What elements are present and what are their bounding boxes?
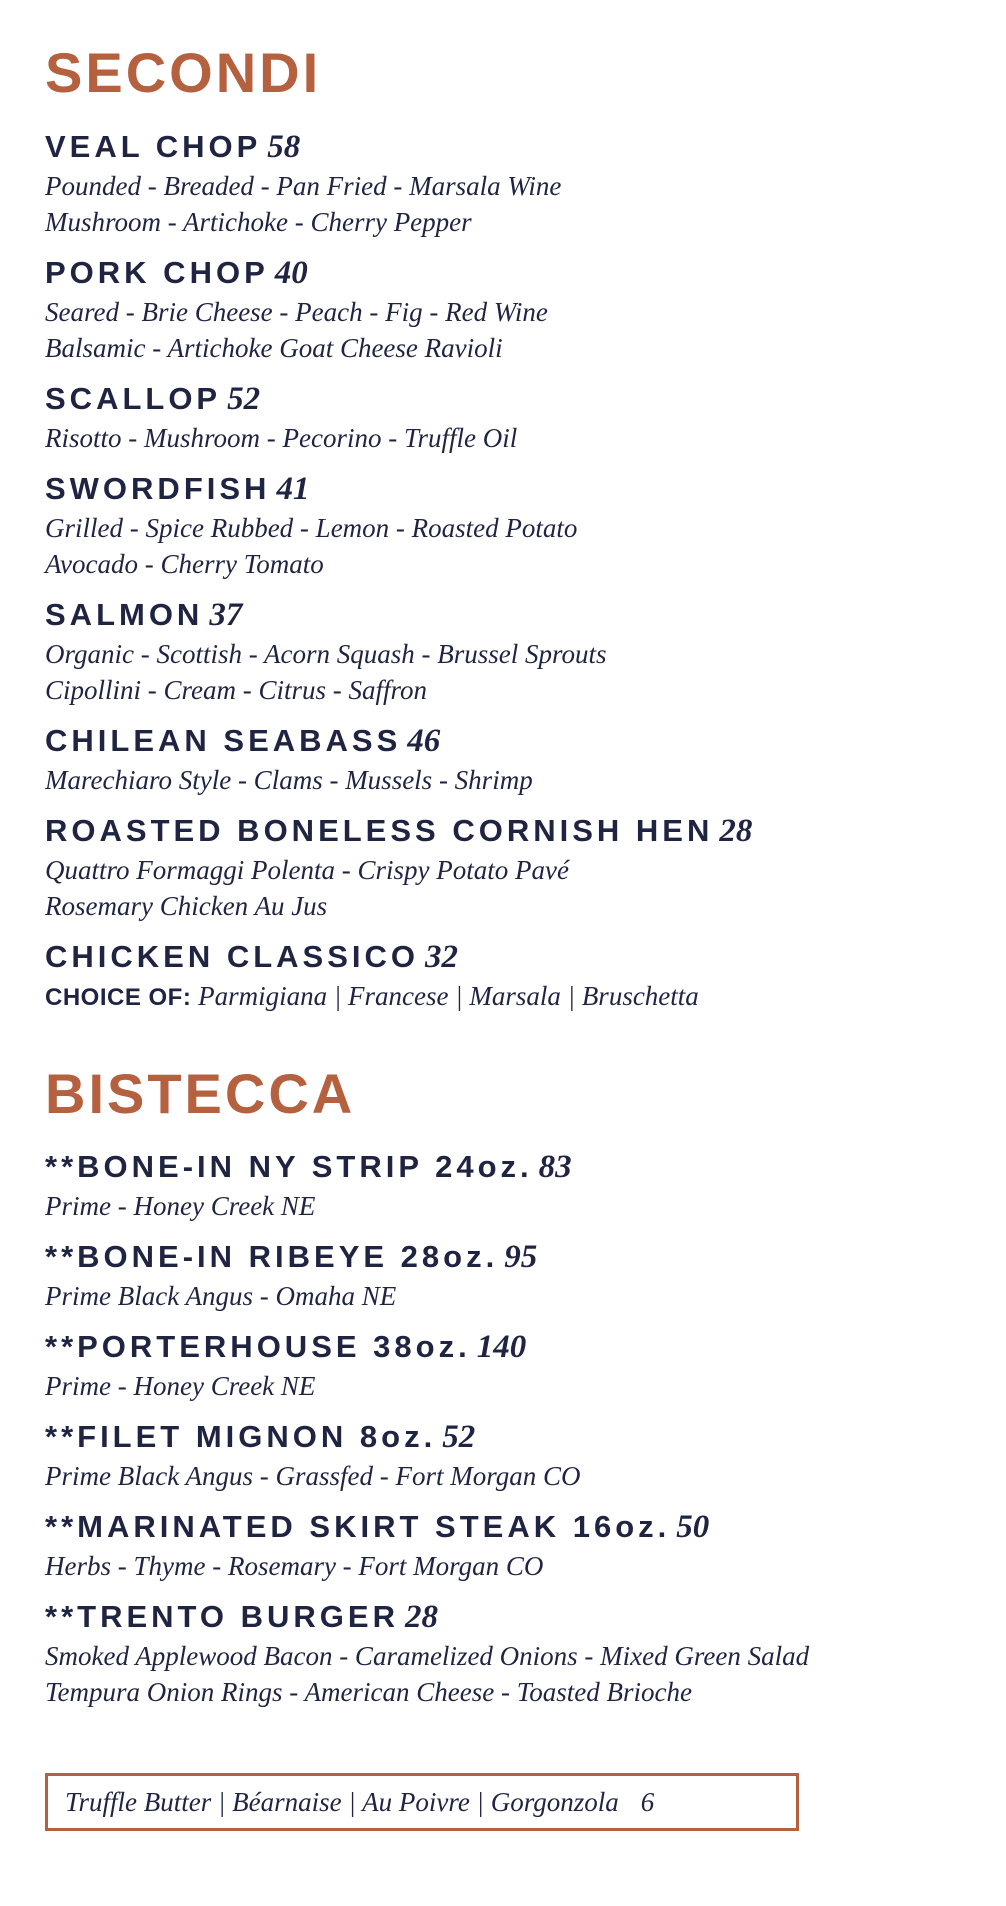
sauce-options: Truffle Butter | Béarnaise | Au Poivre | Gorgonzola [65,1786,619,1817]
item-description [45,978,699,1016]
menu-item [45,1421,580,1494]
item-description: Mushroom - Artichoke - Cherry Pepper [45,207,472,237]
item-price: 28 [719,813,753,849]
item-name: **BONE-IN NY STRIP 24oz. [45,1149,533,1184]
menu-item [45,131,561,240]
item-description: Prime Black Angus - Omaha NE [45,1281,397,1311]
item-price: 58 [267,129,301,165]
item-price: 95 [504,1239,538,1275]
item-description: Grilled - Spice Rubbed - Lemon - Roasted Potato [45,513,578,543]
item-description: Cipollini - Cream - Citrus - Saffron [45,675,428,705]
item-description: Tempura Onion Rings - American Cheese - Toasted Brioche [45,1677,692,1707]
item-name: SALMON [45,597,204,632]
item-description: Rosemary Chicken Au Jus [45,891,328,921]
item-name: CHILEAN SEABASS [45,723,402,758]
item-name: **TRENTO BURGER [45,1599,399,1634]
section-title-secondi: SECONDI [45,41,322,104]
item-description: Quattro Formaggi Polenta - Crispy Potato Pavé [45,855,569,885]
item-price: 52 [442,1419,476,1455]
item-price: 50 [676,1509,710,1545]
menu-item [45,815,752,924]
menu-item [45,599,606,708]
item-name: VEAL CHOP [45,129,262,164]
item-description: Herbs - Thyme - Rosemary - Fort Morgan CO [45,1551,544,1581]
item-description: Marechiaro Style - Clams - Mussels - Shrimp [45,765,533,795]
item-description: Prime - Honey Creek NE [45,1371,316,1401]
item-description: Avocado - Cherry Tomato [45,549,324,579]
item-description: Prime - Honey Creek NE [45,1191,316,1221]
choice-options: Parmigiana | Francese | Marsala | Bruschetta [198,981,699,1011]
sauce-price: 6 [640,1786,655,1817]
sauce-box [45,1773,799,1831]
item-price: 40 [274,255,308,291]
item-description: Smoked Applewood Bacon - Caramelized Onions - Mixed Green Salad [45,1641,810,1671]
item-price: 140 [476,1329,527,1365]
menu-item [45,725,533,798]
item-name: ROASTED BONELESS CORNISH HEN [45,813,714,848]
item-description: Prime Black Angus - Grassfed - Fort Morgan CO [45,1461,581,1491]
item-description: Organic - Scottish - Acorn Squash - Brussel Sprouts [45,639,607,669]
item-price: 52 [227,381,261,417]
item-price: 41 [276,471,310,507]
item-name: PORK CHOP [45,255,269,290]
item-name: **MARINATED SKIRT STEAK 16oz. [45,1509,671,1544]
choice-label: CHOICE OF: [45,984,192,1011]
item-name: SWORDFISH [45,471,271,506]
menu-item [45,1151,572,1224]
item-price: 28 [404,1599,438,1635]
item-name: **FILET MIGNON 8oz. [45,1419,437,1454]
menu-item [45,473,577,582]
menu-item [45,257,548,366]
item-description: Risotto - Mushroom - Pecorino - Truffle Oil [45,423,518,453]
menu-item [45,941,699,1016]
menu-item [45,1241,537,1314]
item-description: Balsamic - Artichoke Goat Cheese Ravioli [45,333,503,363]
item-name: **PORTERHOUSE 38oz. [45,1329,471,1364]
section-title-bistecca: BISTECCA [45,1062,356,1125]
item-name: SCALLOP [45,381,222,416]
menu-item [45,1331,526,1404]
menu-item [45,1601,809,1710]
item-description: Seared - Brie Cheese - Peach - Fig - Red Wine [45,297,548,327]
item-price: 83 [538,1149,572,1185]
item-price: 32 [425,939,459,975]
menu-item [45,1511,709,1584]
item-name: **BONE-IN RIBEYE 28oz. [45,1239,499,1274]
item-description: Pounded - Breaded - Pan Fried - Marsala Wine [45,171,562,201]
item-price: 37 [209,597,243,633]
item-price: 46 [407,723,441,759]
menu-item [45,383,517,456]
item-name: CHICKEN CLASSICO [45,939,420,974]
